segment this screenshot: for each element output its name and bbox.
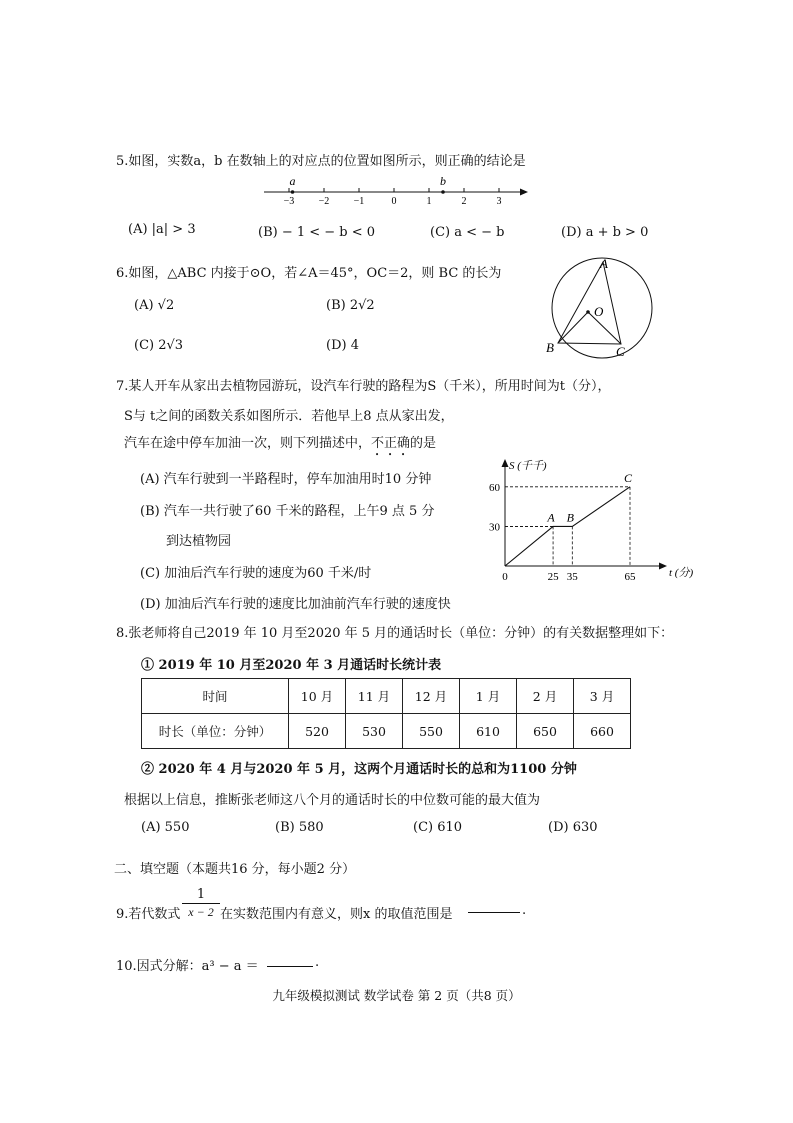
point-label: A [547, 510, 555, 525]
table-header-cell: 1 月 [460, 679, 517, 714]
number-line-tick-label: −3 [283, 196, 295, 207]
q7-stem-line3a: 汽车在途中停车加油一次，则下列描述中， [124, 436, 372, 451]
number-line-tick-label: 3 [496, 196, 502, 207]
q8-call-duration-table [141, 678, 631, 749]
number-line-point-label: b [440, 174, 446, 188]
q7-stem-line2: S与 t之间的函数关系如图所示．若他早上8 点从家出发， [124, 409, 454, 424]
q5-option-a[interactable]: (A) |a| > 3 [128, 222, 196, 237]
q9-end: . [522, 903, 527, 918]
q7-emphasis-not-correct: 不正确 [371, 436, 411, 451]
q7-distance-time-chart [480, 452, 694, 587]
y-axis-arrow [502, 459, 509, 467]
table-cell: 530 [346, 714, 403, 749]
q10-end: . [315, 955, 320, 970]
q8-note: ② 2020 年 4 月与2020 年 5 月，这两个月通话时长的总和为1100 分钟 [141, 762, 577, 777]
point-label: B [566, 510, 574, 525]
x-tick-label: 25 [547, 571, 559, 583]
q9-fraction [182, 887, 220, 920]
q9-suffix: 在实数范围内有意义，则x 的取值范围是 [220, 907, 453, 922]
table-header-cell: 2 月 [517, 679, 574, 714]
q7-stem-line1: 7.某人开车从家出去植物园游玩，设汽车行驶的路程为S（千米），所用时间为t（分）， [116, 379, 611, 394]
number-line-tick-label: 1 [426, 196, 432, 207]
number-line-point-a [291, 190, 295, 194]
label-b: B [546, 340, 554, 355]
q5-option-d[interactable]: (D) a + b > 0 [561, 225, 649, 240]
number-line-tick-label: 2 [461, 196, 467, 207]
q9-answer-blank[interactable] [468, 912, 520, 913]
number-line-point-label: a [289, 174, 296, 188]
segment-oc [588, 312, 621, 344]
q5-option-b[interactable]: (B) − 1 < − b < 0 [258, 225, 376, 240]
number-line-point-b [441, 190, 445, 194]
q8-option-d[interactable]: (D) 630 [548, 820, 598, 835]
table-cell: 610 [460, 714, 517, 749]
q6-option-b[interactable]: (B) 2√2 [326, 298, 375, 313]
number-line-ticks [284, 188, 502, 207]
table-cell: 660 [574, 714, 631, 749]
q7-option-c[interactable]: (C) 加油后汽车行驶的速度为60 千米/时 [140, 566, 372, 581]
q7-option-a[interactable]: (A) 汽车行驶到一半路程时，停车加油用时10 分钟 [140, 472, 432, 487]
number-line-points [290, 174, 447, 194]
table-row [142, 714, 631, 749]
q7-stem-line3c: 的是 [410, 436, 437, 451]
table-header-cell: 10 月 [289, 679, 346, 714]
x-tick-label: 0 [502, 571, 508, 583]
point-label: C [623, 470, 633, 485]
table-cell: 时长（单位：分钟） [142, 714, 289, 749]
label-o: O [594, 304, 604, 319]
number-line-tick-label: −2 [318, 196, 330, 207]
chart-axes [502, 459, 668, 570]
table-cell: 520 [289, 714, 346, 749]
table-header-cell: 3 月 [574, 679, 631, 714]
q9-prefix: 9.若代数式 [116, 907, 181, 922]
table-cell: 550 [403, 714, 460, 749]
q6-circle-figure [536, 252, 676, 364]
q5-stem: 5.如图，实数a，b 在数轴上的对应点的位置如图所示，则正确的结论是 [116, 154, 526, 169]
table-header-cell: 11 月 [346, 679, 403, 714]
table-header-cell: 12 月 [403, 679, 460, 714]
q5-option-c[interactable]: (C) a < − b [430, 225, 505, 240]
y-tick-label: 30 [489, 521, 500, 534]
q7-option-d[interactable]: (D) 加油后汽车行驶的速度比加油前汽车行驶的速度快 [140, 597, 451, 612]
label-c: C [616, 344, 625, 359]
x-tick-label: 35 [566, 571, 578, 583]
series-line [505, 487, 630, 566]
x-axis-label: t (分) [669, 567, 694, 579]
table-row [142, 679, 631, 714]
table-cell: 650 [517, 714, 574, 749]
q8-option-b[interactable]: (B) 580 [275, 820, 324, 835]
q8-stem: 8.张老师将自己2019 年 10 月至2020 年 5 月的通话时长（单位：分钟）的有关数据整理如下： [116, 626, 674, 641]
q6-stem: 6.如图，△ABC 内接于⊙O，若∠A＝45°，OC＝2，则 BC 的长为 [116, 266, 502, 281]
triangle-abc [558, 262, 621, 344]
table-header-cell: 时间 [142, 679, 289, 714]
q7-stem-line3 [124, 432, 436, 459]
q7-option-b-cont: 到达植物园 [166, 534, 232, 549]
y-axis-label: S (千千) [509, 460, 547, 472]
q9-denominator: x − 2 [188, 905, 214, 919]
q9-numerator: 1 [182, 887, 220, 904]
number-line-tick-label: 0 [391, 196, 397, 207]
q10-prefix: 10.因式分解：a³ − a ＝ [116, 959, 259, 974]
q8-question: 根据以上信息，推断张老师这八个月的通话时长的中位数可能的最大值为 [124, 793, 541, 808]
q7-option-b[interactable]: (B) 汽车一共行驶了60 千米的路程，上午9 点 5 分 [140, 504, 435, 519]
q5-number-line [258, 170, 538, 210]
label-a: A [600, 256, 608, 271]
x-tick-label: 65 [624, 571, 636, 583]
y-tick-label: 60 [489, 481, 500, 494]
q8-table-title: ① 2019 年 10 月至2020 年 3 月通话时长统计表 [141, 658, 442, 673]
q10-answer-blank[interactable] [267, 966, 313, 967]
number-line-tick-label: −1 [353, 196, 365, 207]
number-line-arrow [520, 189, 528, 196]
x-axis-arrow [659, 563, 667, 570]
page-footer: 九年级模拟测试 数学试卷 第 2 页（共8 页） [272, 988, 521, 1003]
q6-option-d[interactable]: (D) 4 [326, 338, 359, 353]
center-point [586, 310, 590, 314]
q8-option-c[interactable]: (C) 610 [413, 820, 463, 835]
q6-option-a[interactable]: (A) √2 [134, 298, 175, 313]
q8-option-a[interactable]: (A) 550 [141, 820, 190, 835]
q6-option-c[interactable]: (C) 2√3 [134, 338, 184, 353]
chart-marks [505, 487, 630, 566]
section2-title: 二、填空题（本题共16 分，每小题2 分） [114, 862, 356, 877]
